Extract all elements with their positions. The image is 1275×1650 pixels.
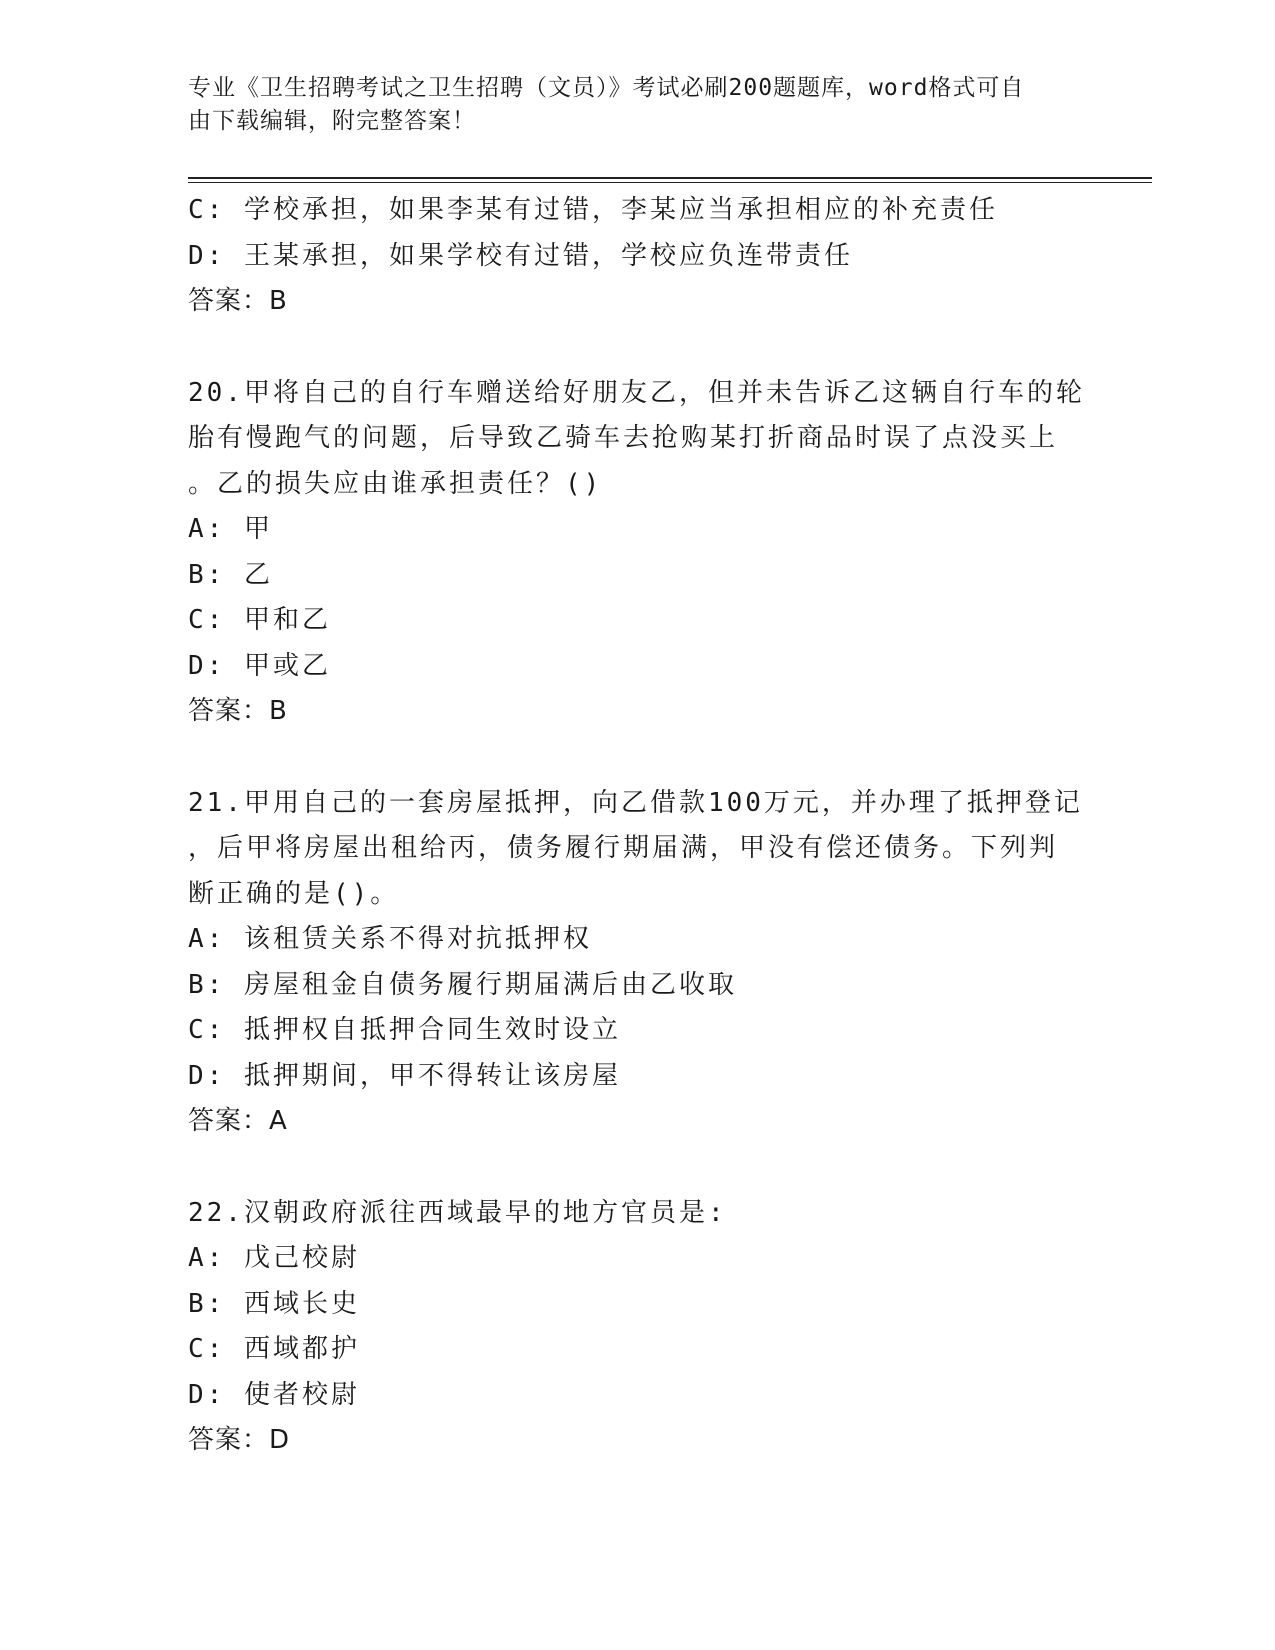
question-stem-line: 。乙的损失应由谁承担责任？() [188, 468, 603, 499]
question-stem-line: 21.甲用自己的一套房屋抵押，向乙借款100万元，并办理了抵押登记 [188, 787, 1083, 818]
option-c: C: 抵押权自抵押合同生效时设立 [188, 1015, 621, 1045]
option-d: D: 甲或乙 [188, 650, 331, 681]
question-stem-line: 胎有慢跑气的问题，后导致乙骑车去抢购某打折商品时误了点没买上 [188, 423, 1059, 453]
spacer [188, 1145, 1088, 1191]
option-d: D: 使者校尉 [188, 1379, 360, 1410]
option-c: C: 西域都护 [188, 1334, 360, 1364]
option-a: A: 甲 [188, 514, 273, 544]
header-line-1: 专业《卫生招聘考试之卫生招聘（文员）》考试必刷200题题库，word格式可自 [188, 75, 1025, 101]
option-b: B: 乙 [188, 559, 273, 590]
option-a: A: 戊己校尉 [188, 1243, 360, 1273]
option-b: B: 西域长史 [188, 1288, 360, 1319]
header-rule-thin [188, 182, 1152, 183]
option-b: B: 房屋租金自债务履行期届满后由乙收取 [188, 969, 737, 1000]
answer-line: 答案：A [188, 1106, 288, 1136]
question-stem-line: 20.甲将自己的自行车赠送给好朋友乙，但并未告诉乙这辆自行车的轮 [188, 377, 1085, 408]
option-d: D: 王某承担，如果学校有过错，学校应负连带责任 [188, 240, 853, 271]
answer-line: 答案：B [188, 696, 288, 726]
document-header [188, 72, 1068, 138]
answer-line: 答案：D [188, 1425, 291, 1455]
header-line-2: 由下载编辑，附完整答案！ [188, 108, 476, 134]
answer-line: 答案：B [188, 286, 288, 316]
option-c: C: 甲和乙 [188, 605, 331, 635]
question-stem-line: ，后甲将房屋出租给丙，债务履行期届满，甲没有偿还债务。下列判 [188, 833, 1059, 863]
question-21 [188, 781, 1088, 1145]
question-20 [188, 371, 1088, 735]
question-stem-line: 22.汉朝政府派往西域最早的地方官员是: [188, 1197, 727, 1228]
option-c: C: 学校承担，如果李某有过错，李某应当承担相应的补充责任 [188, 195, 998, 225]
question-19-tail [188, 188, 1088, 325]
option-a: A: 该租赁关系不得对抗抵押权 [188, 924, 592, 954]
option-d: D: 抵押期间，甲不得转让该房屋 [188, 1060, 621, 1091]
spacer [188, 735, 1088, 781]
header-rule-thick [188, 177, 1152, 179]
spacer [188, 325, 1088, 371]
question-stem-line: 断正确的是()。 [188, 878, 400, 909]
question-content [188, 188, 1088, 1464]
question-22 [188, 1191, 1088, 1464]
